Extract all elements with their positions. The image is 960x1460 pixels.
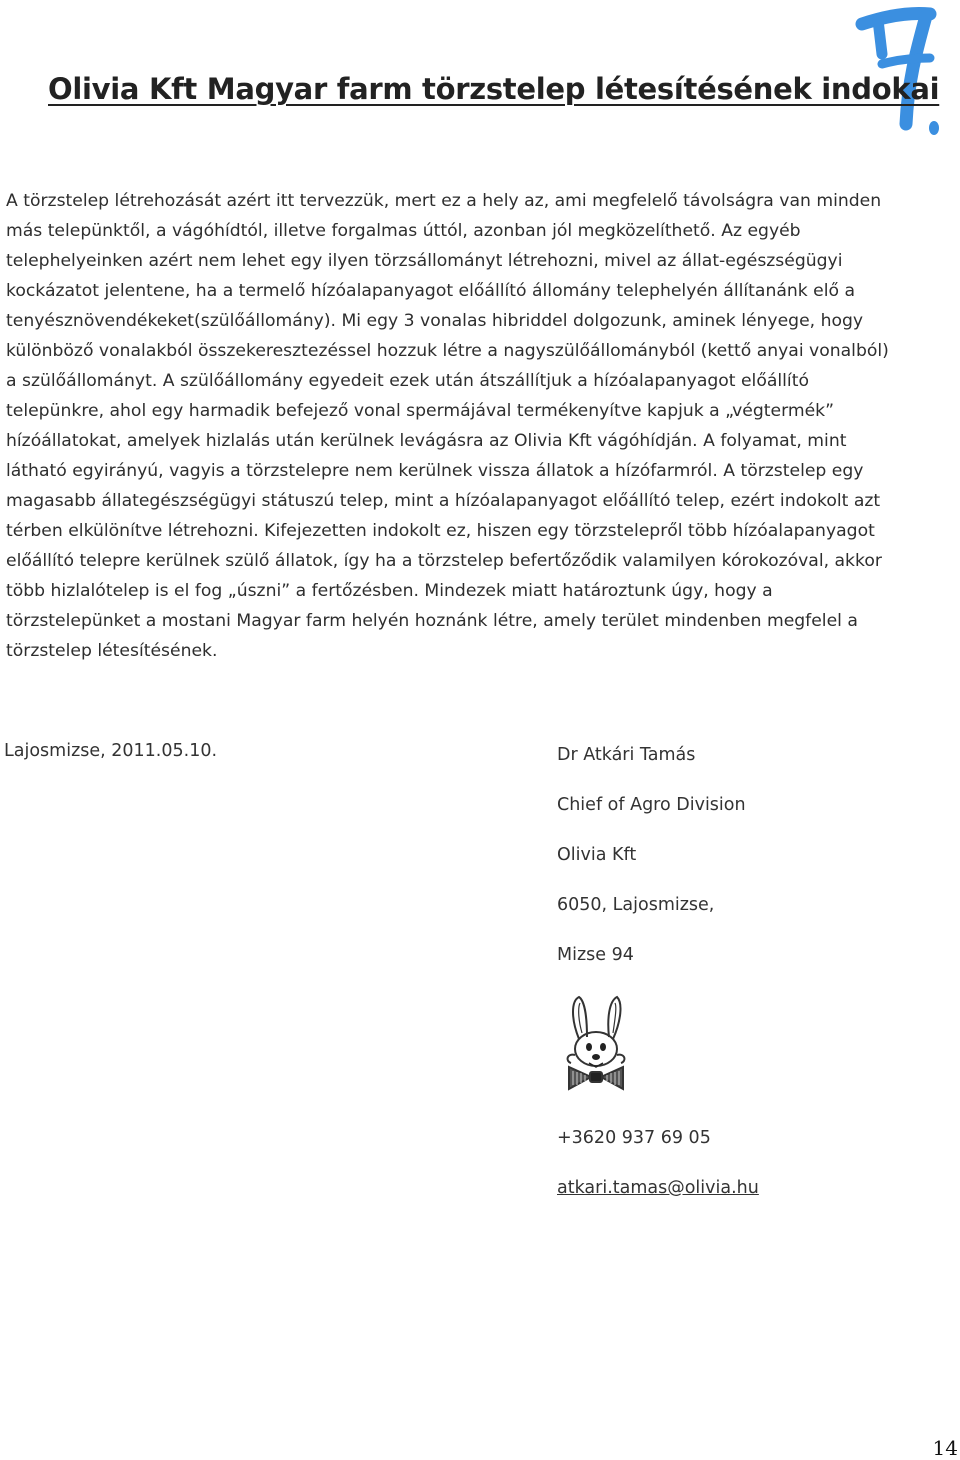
body-paragraph: A törzstelep létrehozását azért itt tervezzük, mert ez a hely az, ami megfelelő távolságra van minden más telepünktől, a vágóhídtól, illetve forgalmas úttól, azonban jól megközelíthető. Az egyéb telephelyeinken azért nem lehet egy ilyen törzsállományt létrehozni, mivel az állat-egészségügyi kockázatot jelentene, ha a termelő hízóalapanyagot előállító állomány telephelyén állítanánk elő a tenyésznövendékeket(szülőállomány). Mi egy 3 vonalas hibriddel dolgozunk, aminek lényege, hogy különböző vonalakból összekeresztezéssel hozzuk létre a nagyszülőállományból (kettő anyai vonalból) a szülőállományt. A szülőállomány egyedeit ezek után átszállítjuk a hízóalapanyagot előállító telepünkre, ahol egy harmadik befejező vonal spermájával termékenyítve kapjuk a „végtermék” hízóállatokat, amelyek hizlalás után kerülnek levágásra az Olivia Kft vágóhídján. A folyamat, mint látható egyirányú, vagyis a törzstelepre nem kerülnek vissza állatok a hízófarmról. A törzstelep egy magasabb állategészségügyi státuszú telep, mint a hízóalapanyagot előállító telep, ezért indokolt azt térben elkülönítve létrehozni. Kifejezetten indokolt ez, hiszen egy törzstelepről több hízóalapanyagot előállító telepre kerülnek szülő állatok, így ha a törzstelep befertőződik valamilyen kórokozóval, akkor több hizlalótelep is el fog „úszni” a fertőzésben. Mindezek miatt határoztunk úgy, hogy a törzstelepünket a mostani Magyar farm helyén hoznánk létre, amely terület mindenben megfelel a törzstelep létesítésének. <box>6 191 889 661</box>
signatory-company: Olivia Kft <box>557 845 637 865</box>
rabbit-logo-icon <box>561 995 631 1100</box>
address-line-2: Mizse 94 <box>557 945 634 965</box>
address-line-1: 6050, Lajosmizse, <box>557 895 715 915</box>
document-title: Olivia Kft Magyar farm törzstelep létesítésének indokai <box>48 72 940 106</box>
phone-number: +3620 937 69 05 <box>557 1128 711 1148</box>
email-link[interactable]: atkari.tamas@olivia.hu <box>557 1178 759 1198</box>
page-number: 14 <box>932 1436 958 1460</box>
signatory-position: Chief of Agro Division <box>557 795 746 815</box>
date-place: Lajosmizse, 2011.05.10. <box>4 741 218 761</box>
signatory-name: Dr Atkári Tamás <box>557 745 696 765</box>
